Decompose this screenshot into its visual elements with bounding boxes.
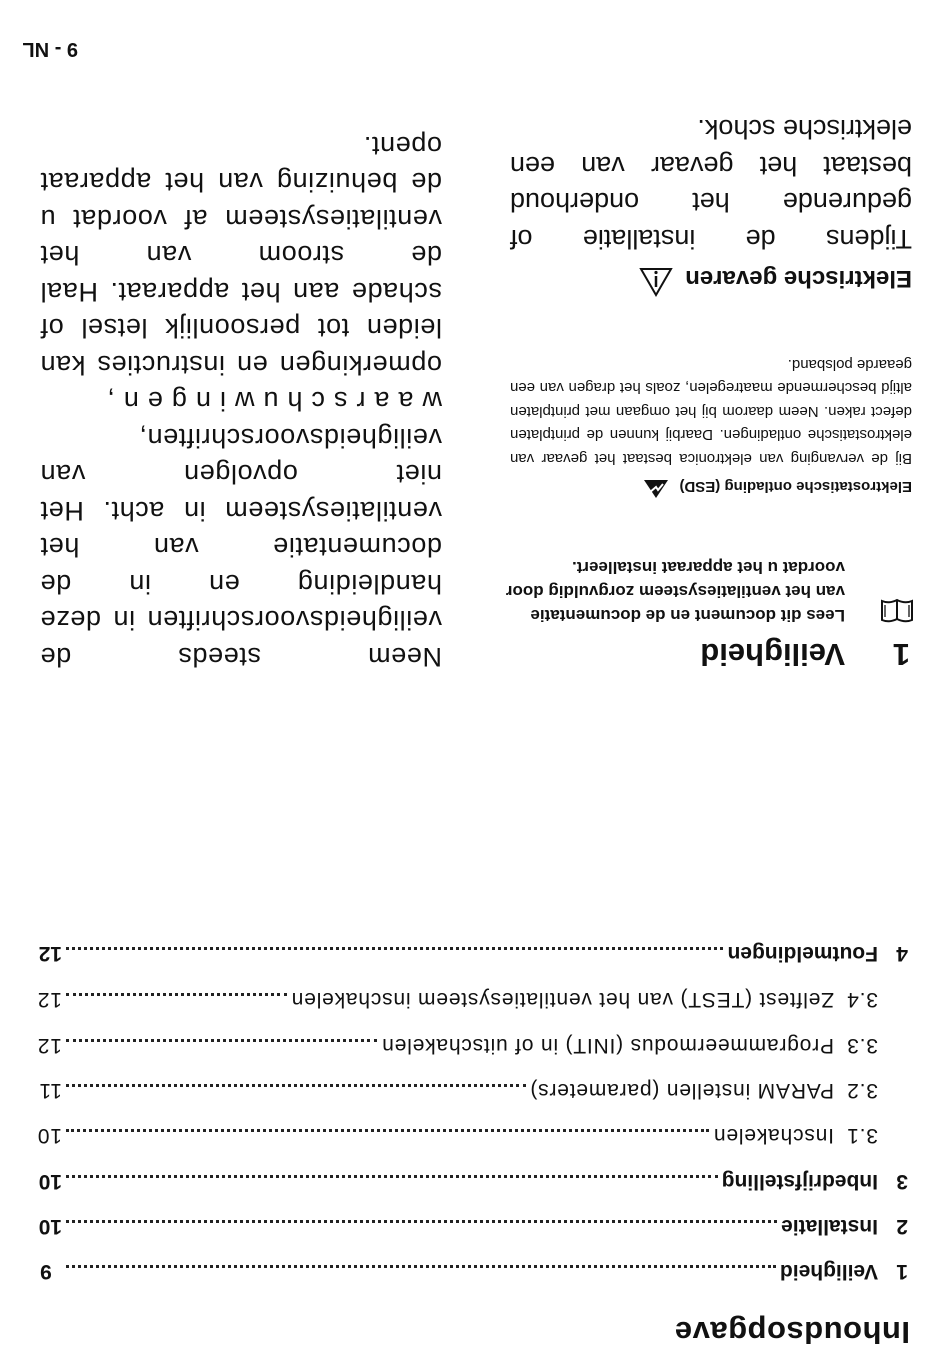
toc-entry[interactable]: [40, 935, 908, 965]
section-number: 1: [892, 637, 910, 672]
electrical-hazards-label: Elektrische gevaren: [685, 265, 912, 293]
toc-entry-label: PARAM instellen (parameters): [529, 1079, 834, 1102]
safety-text-part-1: Neem steeds de veiligheidsvoorschriften in deze handleiding en in de documentatie van het ventilatiesysteem in acht. Het niet opvolgen van veiligheidsvoorschriften,: [40, 423, 442, 672]
toc-entry-number: 3: [896, 1170, 908, 1193]
toc-entry[interactable]: [37, 1117, 878, 1147]
esd-heading-label: Elektrostatische ontlading (ESD): [679, 478, 912, 496]
toc-entry-number: 3.3: [846, 1034, 878, 1057]
esd-warning-icon: [643, 475, 669, 499]
open-book-icon: [880, 597, 914, 625]
toc-entry-page: 10: [38, 1170, 62, 1193]
toc-dot-leader: [66, 947, 724, 950]
section-title: Veiligheid: [700, 637, 845, 672]
toc-dot-leader: [66, 1084, 526, 1087]
toc-entry[interactable]: [40, 1208, 908, 1238]
electrical-hazards-heading: [492, 260, 912, 297]
page-number: 9 - NL: [22, 38, 78, 60]
toc-entry[interactable]: [40, 1163, 908, 1193]
toc-entry-page: 11: [38, 1079, 62, 1102]
toc-entry-page: 12: [37, 1034, 62, 1057]
toc-entry[interactable]: [40, 1072, 878, 1102]
toc-entry-number: 3.2: [846, 1079, 878, 1102]
toc-entry-page: 10: [38, 1215, 62, 1238]
electrical-hazards-paragraph: Tijdens de installatie of gedurende het onderhoud bestaat het gevaar van een elektrische schok.: [510, 114, 912, 254]
toc-entry[interactable]: [40, 1253, 908, 1283]
toc-entry-number: 4: [896, 942, 908, 965]
toc-entry-label: Veiligheid: [779, 1260, 878, 1283]
toc-dot-leader: [66, 993, 287, 996]
toc-entry-label: Foutmeldingen: [727, 942, 878, 965]
toc-entry-number: 3.4: [846, 988, 878, 1011]
safety-instructions-paragraph: [40, 128, 442, 676]
toc-entry[interactable]: [37, 981, 878, 1011]
toc-entry-number: 3.1: [846, 1124, 878, 1147]
toc-entry-page: 9: [40, 1260, 52, 1283]
toc-title: Inhoudsopgave: [674, 1315, 910, 1350]
toc-entry-label: Inbedrijfstelling: [721, 1170, 878, 1193]
toc-entry-page: 12: [38, 942, 62, 965]
esd-paragraph: Bij de vervanging van elektronica bestaat het gevaar van elektrostatische ontladingen. Daarbij kunnen de printplaten defect raken. Neem daarom bij het omgaan met printplaten altijd beschermende maatregelen, zoals het dragen van een geaarde polsband.: [510, 356, 912, 467]
toc-dot-leader: [66, 1129, 709, 1132]
toc-entry-number: 1: [896, 1260, 908, 1283]
toc-entry-label: Programmeermodus (INIT) in of uitschakelen: [381, 1034, 834, 1057]
toc-entry-page: 10: [37, 1124, 62, 1147]
toc-entry-page: 12: [37, 988, 62, 1011]
toc-entry-number: 2: [896, 1215, 908, 1238]
toc-dot-leader: [66, 1175, 718, 1178]
read-instructions-note: Lees dit document en de documentatie van het ventilatiesysteem zorgvuldig door voordat u het apparaat installeert.: [505, 558, 845, 625]
toc-entry-label: Inschakelen: [713, 1124, 834, 1147]
toc-entry-label: Zelftest (TEST) van het ventilatiesysteem inschakelen: [290, 988, 834, 1011]
warning-triangle-icon: [639, 260, 673, 297]
esd-heading: [502, 475, 912, 499]
toc-dot-leader: [66, 1265, 776, 1268]
toc-entry-label: Installatie: [781, 1215, 878, 1238]
toc-entry[interactable]: [37, 1027, 878, 1057]
safety-text-part-2: waarschuwingen,: [98, 386, 442, 417]
toc-dot-leader: [66, 1220, 777, 1223]
toc-dot-leader: [66, 1039, 377, 1042]
safety-text-part-3: opmerkingen en instructies kan leiden tot persoonlijk letsel of schade aan het apparaat. Haal de stroom van het ventilatiesysteem af voordat u de behuizing van het apparaat opent.: [40, 131, 442, 380]
